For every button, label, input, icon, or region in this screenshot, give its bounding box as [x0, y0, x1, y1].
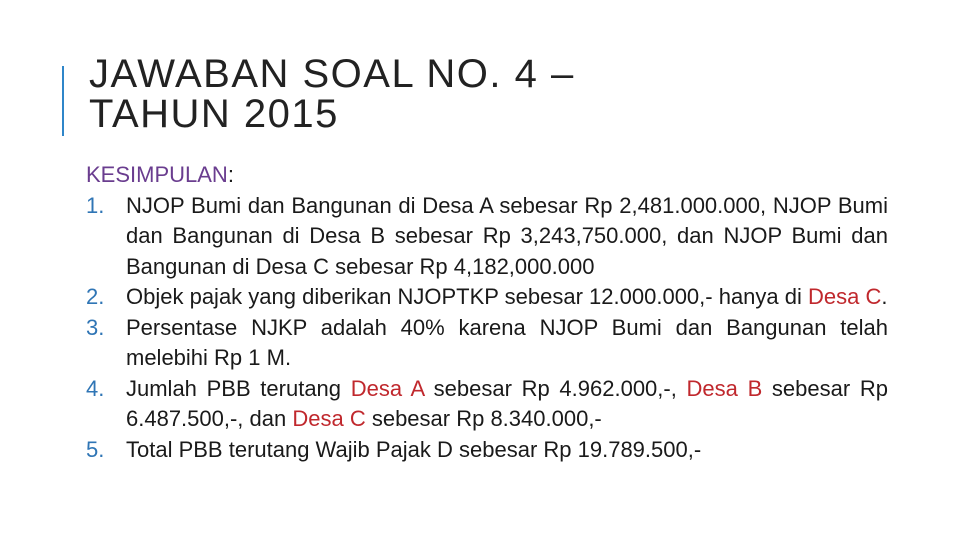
- list-number: 3.: [86, 314, 105, 340]
- list-text: NJOP Bumi dan Bangunan di Desa A sebesar Rp 2,481.000.000, NJOP Bumi dan Bangunan di Desa B sebesar Rp 3,243,750.000, dan NJOP Bumi dan Bangunan di Desa C sebesar Rp 4,182,000.000: [126, 192, 888, 279]
- slide-content: [86, 160, 888, 465]
- list-item-2: [86, 282, 888, 313]
- list-text: sebesar Rp 8.340.000,-: [365, 406, 602, 431]
- list-text: sebesar Rp 4.962.000,-,: [424, 375, 687, 401]
- title-line-2: TAHUN 2015: [89, 92, 339, 136]
- list-item-5: [86, 435, 888, 466]
- list-text: Jumlah PBB terutang: [126, 375, 351, 401]
- list-text: Total PBB terutang Wajib Pajak D sebesar Rp 19.789.500,-: [126, 436, 702, 462]
- list-number: 2.: [86, 284, 105, 309]
- conclusion-heading: [86, 160, 888, 191]
- list-text: Objek pajak yang diberikan NJOPTKP sebesar 12.000.000,- hanya di: [126, 284, 808, 309]
- conclusion-label: KESIMPULAN: [86, 162, 228, 187]
- conclusion-colon: :: [227, 162, 234, 187]
- list-number: 1.: [86, 192, 105, 218]
- list-item-3: [86, 313, 888, 374]
- accent-bar: [62, 66, 64, 136]
- list-number: 5.: [86, 436, 105, 462]
- list-item-1: [86, 191, 888, 283]
- list-number: 4.: [86, 375, 105, 401]
- highlight-desa-a: Desa A: [350, 375, 424, 401]
- title-line-1: JAWABAN SOAL NO. 4 –: [89, 52, 575, 96]
- highlight-desa-c: Desa C: [292, 406, 366, 431]
- conclusion-list: [86, 191, 888, 466]
- list-text: Persentase NJKP adalah 40% karena NJOP Bumi dan Bangunan telah melebihi Rp 1 M.: [126, 314, 888, 370]
- highlight-desa-b: Desa B: [686, 375, 763, 401]
- highlight-desa-c: Desa C: [808, 284, 882, 309]
- list-text: sebesar Rp 6.487.500,-, dan: [126, 375, 888, 431]
- list-item-4: [86, 374, 888, 435]
- list-text-end: .: [881, 284, 888, 309]
- slide-title: [89, 54, 575, 134]
